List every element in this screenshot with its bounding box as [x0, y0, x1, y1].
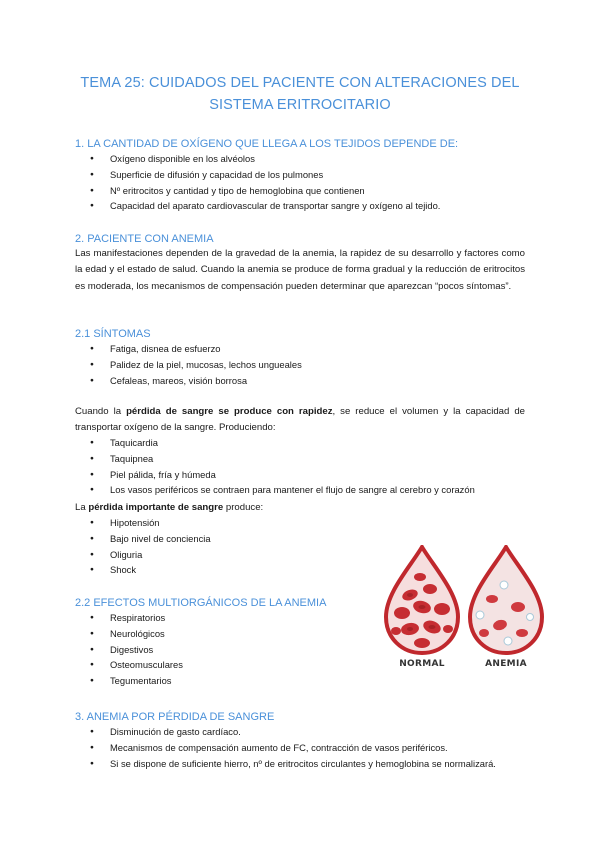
section-2-2-heading: 2.2 EFECTOS MULTIORGÁNICOS DE LA ANEMIA — [75, 597, 327, 609]
title-line-1: TEMA 25: CUIDADOS DEL PACIENTE CON ALTERACIONES DEL — [80, 75, 520, 91]
list-item: ● Digestivos — [90, 642, 183, 658]
list-item: ● Disminución de gasto cardíaco. — [90, 724, 496, 740]
list-item: ● Neurológicos — [90, 626, 183, 642]
section-1-heading: 1. LA CANTIDAD DE OXÍGENO QUE LLEGA A LOS TEJIDOS DEPENDE DE: — [75, 138, 459, 150]
list-item: ● Cefaleas, mareos, visión borrosa — [90, 373, 302, 389]
rapid-loss-text-end: , se reduce el volumen y la capacidad de transportar oxígeno de la sangre. Produciendo: — [75, 406, 525, 434]
major-loss-text-start: La — [75, 502, 89, 513]
list-item: ● Taquicardia — [90, 435, 475, 451]
list-item: ● Shock — [90, 562, 211, 578]
rapid-loss-list — [90, 435, 475, 498]
rapid-loss-bold: pérdida de sangre se produce con rapidez — [126, 406, 333, 417]
list-item: ● Piel pálida, fría y húmeda — [90, 467, 475, 483]
list-item: ● Taquipnea — [90, 451, 475, 467]
normal-label: NORMAL — [399, 659, 445, 669]
symptoms-list — [90, 341, 302, 388]
list-item: ● Oliguria — [90, 547, 211, 563]
list-item: ● Capacidad del aparato cardiovascular de transportar sangre y oxígeno al tejido. — [90, 198, 440, 214]
rapid-loss-text-start: Cuando la — [75, 406, 127, 417]
list-item: ● Si se dispone de suficiente hierro, nº de eritrocitos circulantes y hemoglobina se normalizará. — [90, 756, 496, 772]
list-item: ● Respiratorios — [90, 610, 183, 626]
section-3-heading: 3. ANEMIA POR PÉRDIDA DE SANGRE — [75, 711, 275, 723]
effects-list — [90, 610, 183, 689]
list-item: ● Palidez de la piel, mucosas, lechos ungueales — [90, 357, 302, 373]
list-item: ● Tegumentarios — [90, 673, 183, 689]
list-item: ● Osteomusculares — [90, 657, 183, 673]
section-2-heading: 2. PACIENTE CON ANEMIA — [75, 233, 214, 245]
major-loss-text-end: produce: — [223, 502, 264, 513]
list-item: ● Nº eritrocitos y cantidad y tipo de hemoglobina que contienen — [90, 183, 440, 199]
major-loss-list — [90, 515, 211, 578]
list-item: ● Mecanismos de compensación aumento de FC, contracción de vasos periféricos. — [90, 740, 496, 756]
section-2-1-heading: 2.1 SÍNTOMAS — [75, 328, 151, 340]
list-item: ● Oxígeno disponible en los alvéolos — [90, 151, 440, 167]
rapid-loss-paragraph — [75, 404, 525, 437]
list-item: ● Hipotensión — [90, 515, 211, 531]
list-item: ● Superficie de difusión y capacidad de los pulmones — [90, 167, 440, 183]
section-1-list — [90, 151, 440, 214]
major-loss-bold: pérdida importante de sangre — [88, 502, 224, 513]
blood-drop-icon — [380, 545, 550, 670]
section-2-paragraph: Las manifestaciones dependen de la gravedad de la anemia, la rapidez de su desarrollo y factores como la edad y el estado de salud. Cuando la anemia se produce de forma gradual y la reducción de eritrocitos es moderada, los mecanismos de compensación pueden determinar que aparezcan “pocos síntomas”. — [75, 248, 525, 292]
list-item: ● Bajo nivel de conciencia — [90, 531, 211, 547]
anemia-label: ANEMIA — [485, 659, 527, 669]
normal-drop-icon — [386, 547, 458, 653]
document-title — [60, 72, 540, 116]
major-loss-paragraph — [75, 500, 525, 516]
list-item: ● Fatiga, disnea de esfuerzo — [90, 341, 302, 357]
blood-loss-list — [90, 724, 496, 771]
list-item: ● Los vasos periféricos se contraen para mantener el flujo de sangre al cerebro y corazón — [90, 482, 475, 498]
anemia-drop-icon — [470, 547, 542, 653]
title-line-2: SISTEMA ERITROCITARIO — [209, 97, 391, 113]
blood-drop-illustration — [380, 545, 550, 670]
